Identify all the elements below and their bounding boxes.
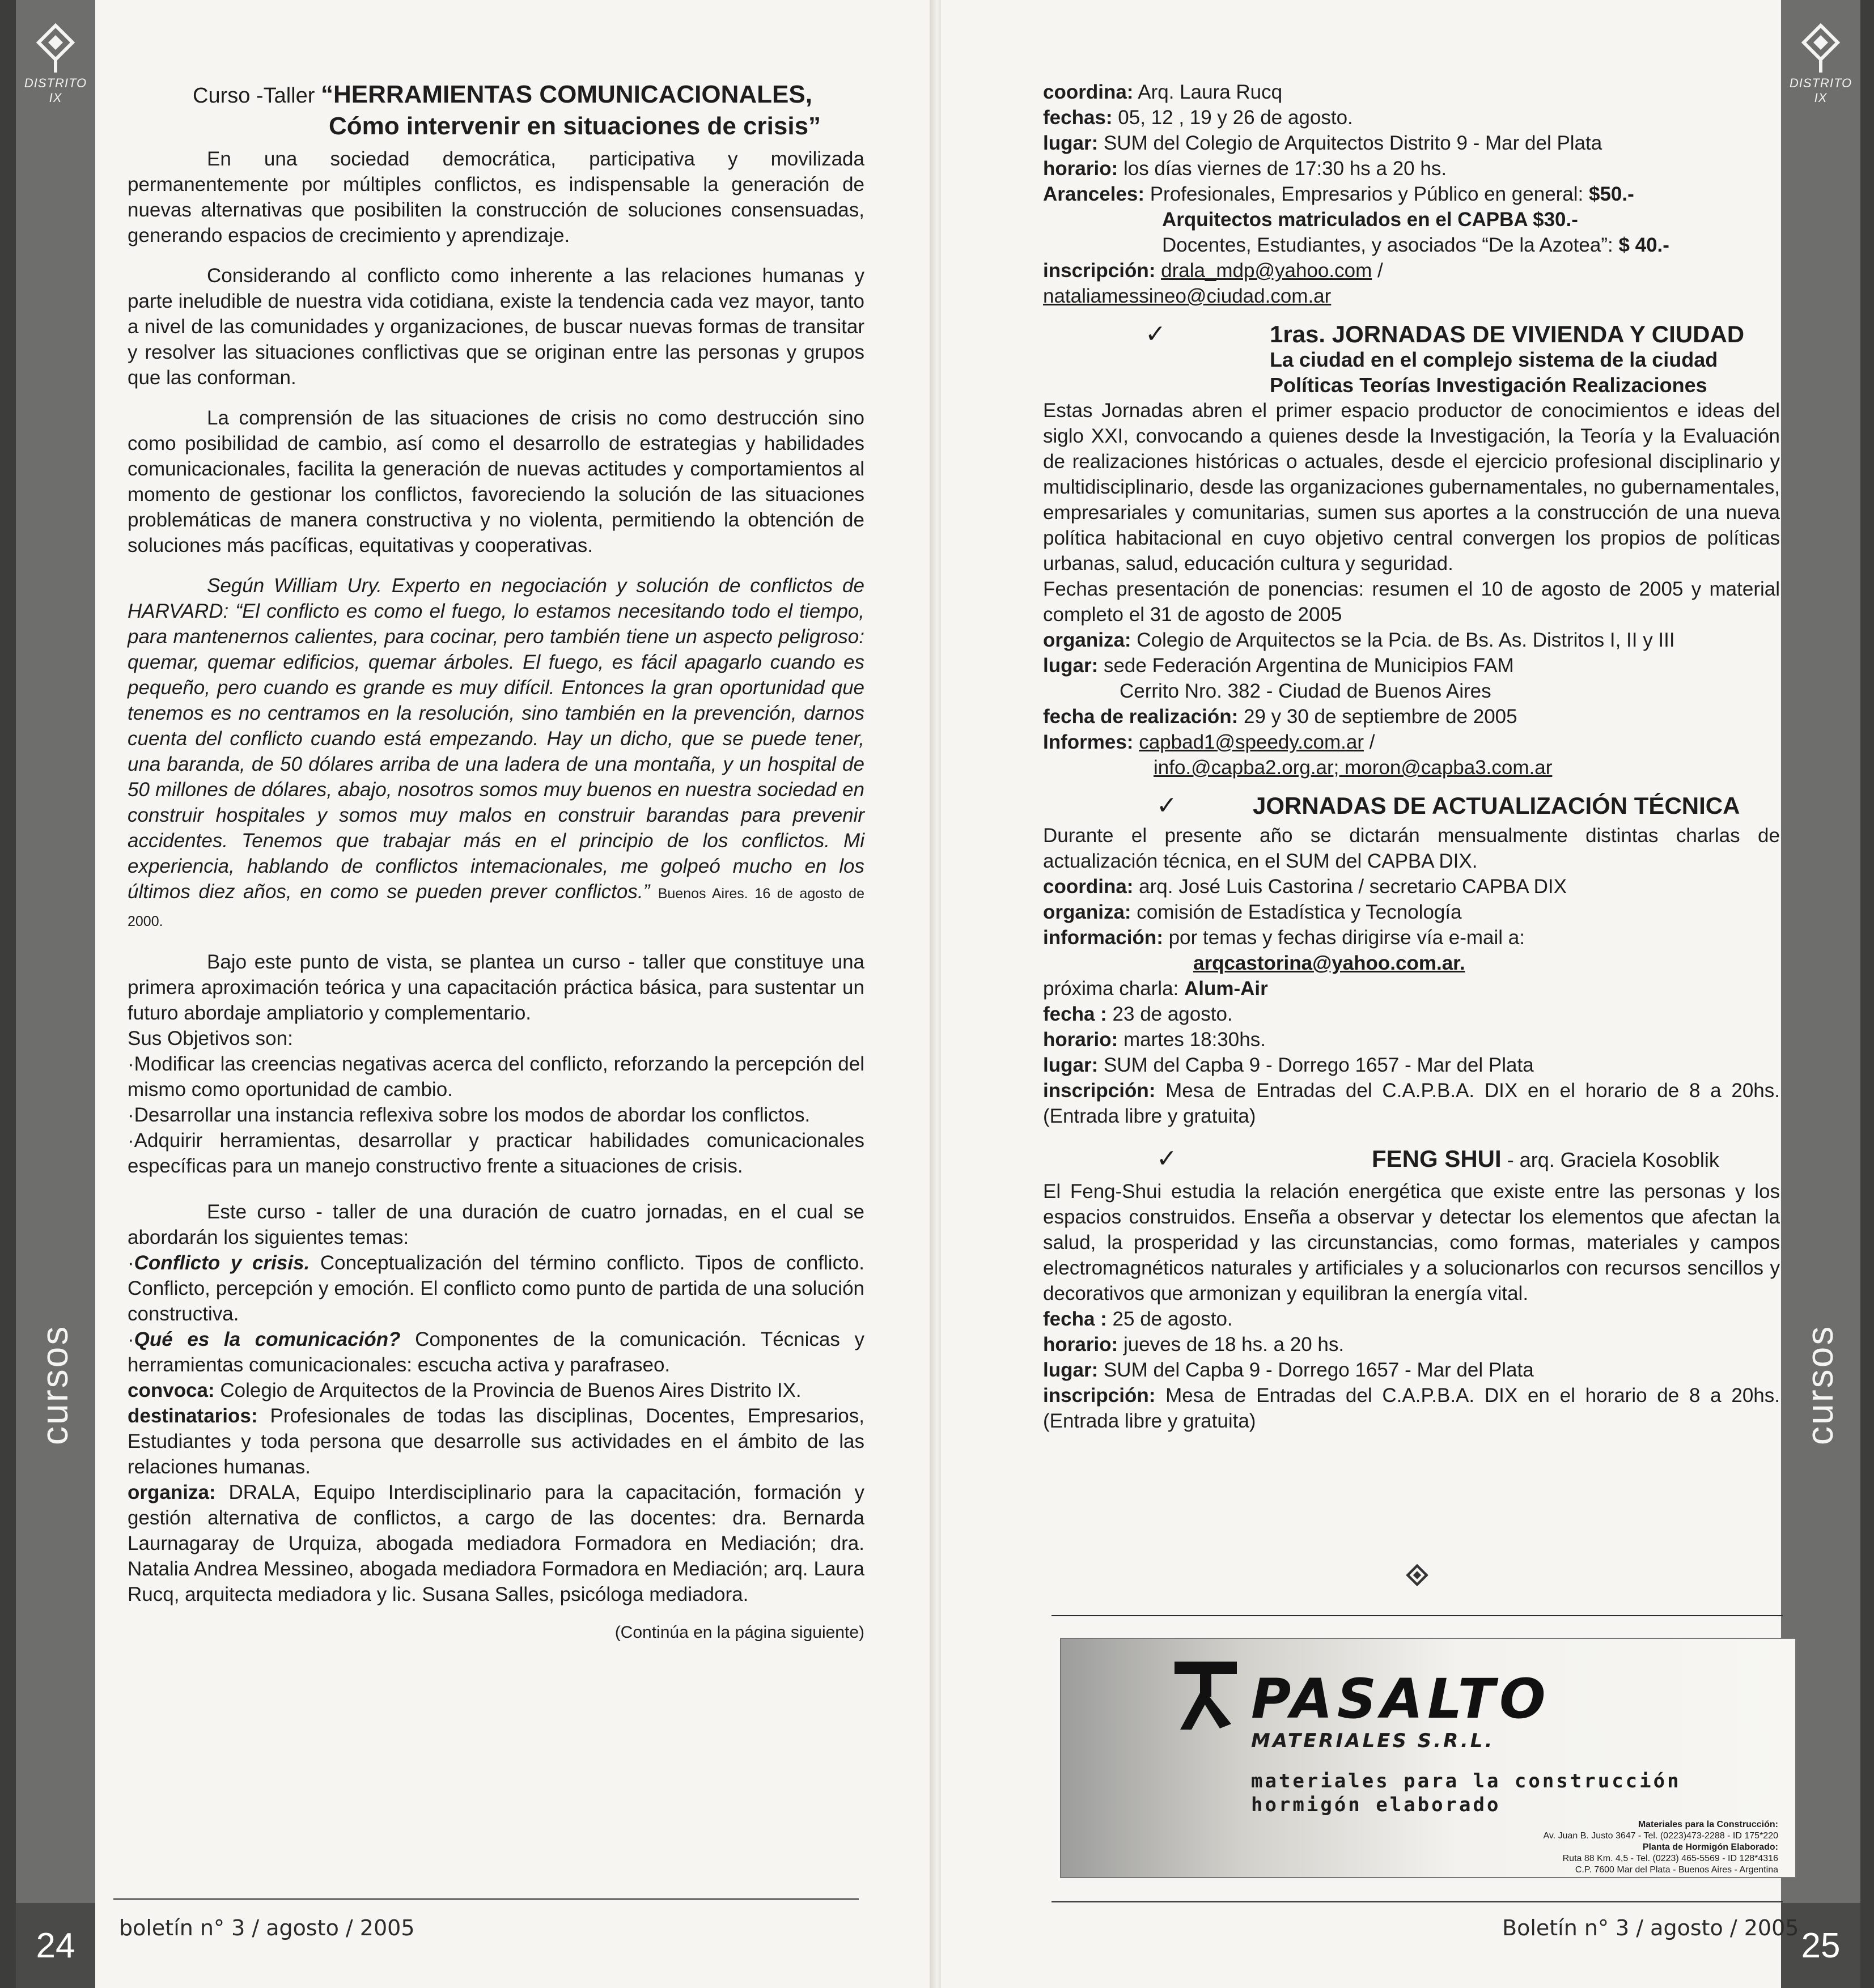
ad-subbrand: MATERIALES S.R.L.: [1251, 1730, 1495, 1752]
objective-item: ·Adquirir herramientas, desarrollar y practicar habilidades comunicacionales específicas para un manejo constructivo frente a situaciones de crisis.: [128, 1129, 864, 1177]
check-icon: ✓: [1156, 1145, 1177, 1173]
aranceles: Aranceles: Profesionales, Empresarios y Público en general: $50.-: [1043, 183, 1634, 205]
pasalto-logo-icon: [1175, 1662, 1237, 1730]
jornadas-title: ✓ 1ras. JORNADAS DE VIVIENDA Y CIUDAD: [1043, 321, 1780, 347]
jornadas-lugar: lugar: sede Federación Argentina de Municipios FAM: [1043, 655, 1514, 677]
quote-source: Buenos Aires. 16 de agosto de 2000.: [128, 886, 864, 929]
right-column: [1043, 79, 1780, 1434]
coordina: coordina: Arq. Laura Rucq: [1043, 81, 1283, 103]
email-link[interactable]: arqcastorina@yahoo.com.ar.: [1193, 952, 1465, 974]
left-column: [128, 79, 864, 1645]
ad-tagline: materiales para la construcción hormigón elaborado: [1251, 1770, 1681, 1816]
end-mark-icon: [1406, 1564, 1428, 1592]
actualizacion-coordina: coordina: arq. José Luis Castorina / secretario CAPBA DIX: [1043, 876, 1567, 898]
actualizacion-informacion: información: por temas y fechas dirigirse vía e-mail a:: [1043, 927, 1525, 949]
check-icon: ✓: [1156, 792, 1177, 819]
fengshui-title: ✓ FENG SHUI - arq. Graciela Kosoblik: [1043, 1146, 1780, 1173]
article-subtitle: Cómo intervenir en situaciones de crisis”: [329, 112, 821, 140]
ad-contact-info: Materiales para la Construcción: Av. Juan B. Justo 3647 - Tel. (0223)473-2288 - ID 175*220 Planta de Hormigón Elaborado: Ruta 88 Km. 4,5 - Tel. (0223) 465-5569 - ID 128*4316 C.P. 7600 Mar del Plata - Buenos Aires - Argentina: [1543, 1820, 1778, 1875]
fengshui-inscripcion: inscripción: Mesa de Entradas del C.A.P.B.A. DIX en el horario de 8 a 20hs. (Entrada libre y gratuita): [1043, 1384, 1780, 1432]
paragraph: Durante el presente año se dictarán mensualmente distintas charlas de actualización técnica, en el SUM del CAPBA DIX.: [1043, 825, 1780, 872]
paragraph: Estas Jornadas abren el primer espacio productor de conocimientos e ideas del siglo XXI, convocando a quienes desde la Investigación, la Teoría y la Evaluación de realizaciones históricas o actuales, desde el ejercicio profesional disciplinario y multidisciplinario, desde las organizaciones gubernamentales, no gubernamentales, empresariales y comunitarias, sumen sus aportes a la construcción de una nueva política habitacional en cuyo objetivo central convergen los propios de políticas urbanas, salud, educación cultura y seguridad.: [1043, 400, 1780, 575]
footer-rule: [1052, 1901, 1783, 1902]
left-page-edge: [0, 0, 16, 1988]
paragraph: Considerando al conflicto como inherente a las relaciones humanas y parte ineludible de nuestra vida cotidiana, existe la tendencia cada vez mayor, tanto a nivel de las comunidades y organizaciones, de buscar nuevas formas de transitar y resolver las situaciones conflictivas que se originan entre las personas y grupos que las conforman.: [128, 265, 864, 389]
topic-item: ·Conflicto y crisis. Conceptualización del término conflicto. Tipos de conflicto. Conflicto, percepción y emoción. El conflicto como punto de partida de una solución constructiva.: [128, 1252, 864, 1325]
inscripcion-email2: [1043, 283, 1780, 309]
district-logo-icon: [36, 23, 75, 74]
fengshui-lugar: lugar: SUM del Capba 9 - Dorrego 1657 - Mar del Plata: [1043, 1359, 1534, 1381]
inscripcion: inscripción: drala_mdp@yahoo.com /: [1043, 260, 1383, 282]
topic-item: ·Qué es la comunicación? Componentes de la comunicación. Técnicas y herramientas comunicacionales: escucha activa y parafraseo.: [128, 1328, 864, 1376]
horario: horario: los días viernes de 17:30 hs a 20 hs.: [1043, 158, 1447, 180]
jornadas-subtitle: Políticas Teorías Investigación Realizaciones: [1270, 373, 1707, 397]
actualizacion-lugar: lugar: SUM del Capba 9 - Dorrego 1657 - Mar del Plata: [1043, 1054, 1534, 1076]
convoca: convoca: Colegio de Arquitectos de la Provincia de Buenos Aires Distrito IX.: [128, 1379, 802, 1401]
right-page-edge: [1858, 0, 1874, 1988]
continua-note: (Continúa en la página siguiente): [614, 1623, 864, 1642]
left-page: [0, 0, 935, 1988]
footer: Boletín n° 3 / agosto / 2005: [1502, 1915, 1799, 1940]
paragraph: Fechas presentación de ponencias: resumen el 10 de agosto de 2005 y material completo el 31 de agosto de 2005: [1043, 578, 1780, 626]
aranceles-matriculados: Arquitectos matriculados en el CAPBA $30.-: [1162, 209, 1578, 231]
paragraph: El Feng-Shui estudia la relación energética que existe entre las personas y los espacios construidos. Enseña a observar y detectar los elementos que afectan la salud, la prosperidad y las circunstancias, como formas, materiales y campos electromagnéticos naturales y artificiales y a solucionarlos con recursos sencillos y decorativos que armonizan y equilibran la energía vital.: [1043, 1180, 1780, 1305]
left-logo: [16, 23, 95, 119]
footer-rule: [113, 1898, 859, 1900]
paragraph: Este curso - taller de una duración de cuatro jornadas, en el cual se abordarán los siguientes temas:: [128, 1201, 864, 1248]
organiza: organiza: DRALA, Equipo Interdisciplinario para la capacitación, formación y gestión alternativa de conflictos, a cargo de las docentes: dra. Bernarda Laurnagaray de Urquiza, abogada mediadora Formadora en Mediación; dra. Natalia Andrea Messineo, abogada mediadora Formadora en Mediación; arq. Laura Rucq, arquitecta mediadora y lic. Susana Salles, psicóloga mediadora.: [128, 1481, 864, 1605]
section-label: cursos: [33, 1324, 75, 1445]
jornadas-informes-line2: [1043, 755, 1780, 780]
actualizacion-horario: horario: martes 18:30hs.: [1043, 1029, 1266, 1051]
fengshui-fecha: fecha : 25 de agosto.: [1043, 1308, 1233, 1330]
fengshui-horario: horario: jueves de 18 hs. a 20 hs.: [1043, 1333, 1345, 1356]
aranceles-docentes: Docentes, Estudiantes, y asociados “De la Azotea”: $ 40.-: [1162, 234, 1669, 256]
check-icon: ✓: [1145, 320, 1166, 348]
fechas: fechas: 05, 12 , 19 y 26 de agosto.: [1043, 107, 1353, 129]
actualizacion-organiza: organiza: comisión de Estadística y Tecnología: [1043, 901, 1462, 923]
article-title: Curso -Taller “HERRAMIENTAS COMUNICACIONALES,: [193, 80, 812, 108]
actualizacion-email: [1043, 950, 1780, 976]
section-label: cursos: [1799, 1324, 1841, 1445]
objective-item: ·Desarrollar una instancia reflexiva sobre los modos de abordar los conflictos.: [128, 1104, 811, 1126]
destinatarios: destinatarios: Profesionales de todas las disciplinas, Docentes, Empresarios, Estudiantes y toda persona que desarrolle sus actividades en el ámbito de las relaciones humanas.: [128, 1405, 864, 1478]
page-number: 25: [1781, 1903, 1860, 1988]
actualizacion-inscripcion: inscripción: Mesa de Entradas del C.A.P.B.A. DIX en el horario de 8 a 20hs. (Entrada libre y gratuita): [1043, 1080, 1780, 1127]
objective-item: ·Modificar las creencias negativas acerca del conflicto, reforzando la percepción del mismo como oportunidad de cambio.: [128, 1053, 864, 1101]
paragraph: En una sociedad democrática, participativa y movilizada permanentemente por múltiples conflictos, es indispensable la generación de nuevas alternativas que posibiliten la construcción de soluciones consensuadas, generando espacios de crecimiento y aprendizaje.: [128, 148, 864, 247]
jornadas-organiza: organiza: Colegio de Arquitectos se la Pcia. de Bs. As. Distritos I, II y III: [1043, 629, 1675, 651]
jornadas-informes: Informes: capbad1@speedy.com.ar /: [1043, 731, 1375, 753]
proxima-charla: próxima charla: Alum-Air: [1043, 978, 1268, 1000]
pasalto-ad: [1060, 1638, 1796, 1878]
jornadas-subtitle: La ciudad en el complejo sistema de la ciudad: [1270, 348, 1718, 371]
paragraph: La comprensión de las situaciones de crisis no como destrucción sino como posibilidad de cambio, así como el desarrollo de estrategias y habilidades comunicacionales, facilita la generación de nuevas actitudes y comportamientos al momento de gestionar los conflictos, favoreciendo la solución de las situaciones problemáticas de manera constructiva y no violenta, permitiendo la obtención de soluciones más pacíficas, equitativas y cooperativas.: [128, 407, 864, 557]
ad-brand: PASALTO: [1251, 1667, 1550, 1731]
paragraph: Bajo este punto de vista, se plantea un curso - taller que constituye una primera aproximación teórica y una capacitación práctica básica, para sustentar un futuro abordaje ampliatorio y complementario.: [128, 951, 864, 1024]
right-logo: [1781, 23, 1860, 119]
email-link[interactable]: capbad1@speedy.com.ar: [1139, 731, 1364, 753]
district-logo-icon: [1801, 23, 1841, 74]
footer: boletín n° 3 / agosto / 2005: [119, 1915, 415, 1940]
left-sidebar: [16, 0, 95, 1988]
page-number: 24: [16, 1903, 95, 1988]
district-label: DISTRITO IX: [24, 76, 87, 105]
jornadas-lugar-line2: Cerrito Nro. 382 - Ciudad de Buenos Aires: [1120, 680, 1491, 702]
actualizacion-fecha: fecha : 23 de agosto.: [1043, 1003, 1233, 1025]
jornadas-fecha: fecha de realización: 29 y 30 de septiembre de 2005: [1043, 706, 1517, 728]
lugar: lugar: SUM del Colegio de Arquitectos Distrito 9 - Mar del Plata: [1043, 132, 1602, 154]
email-link[interactable]: info.@capba2.org.ar; moron@capba3.com.ar: [1154, 757, 1553, 779]
objectives-intro: Sus Objetivos son:: [128, 1027, 293, 1050]
ad-top-rule: [1052, 1615, 1783, 1616]
actualizacion-title: ✓ JORNADAS DE ACTUALIZACIÓN TÉCNICA: [1043, 793, 1780, 818]
email-link[interactable]: nataliamessineo@ciudad.com.ar: [1043, 285, 1332, 307]
district-label: DISTRITO IX: [1789, 76, 1852, 105]
email-link[interactable]: drala_mdp@yahoo.com: [1161, 260, 1372, 282]
quote: Según William Ury. Experto en negociación y solución de conflictos de HARVARD: “El conflicto es como el fuego, lo estamos necesitando todo el tiempo, para mantenernos calientes, para cocinar, pero también tiene un aspecto peligroso: quemar, quemar edificios, quemar árboles. El fuego, es fácil apagarlo cuando es pequeño, pero cuando es grande es muy difícil. Entonces la gran oportunidad que tenemos es no centramos en la resolución, sino también en la prevención, darnos cuenta del conflicto cuando está empezando. Hay un dicho, que se puede tener, una baranda, de 50 dólares arriba de una ladera de una montaña, y un hospital de 50 millones de dólares, abajo, nosotros somos muy buenos en nuestra sociedad en construir hospitales y somos muy malos en construir barandas para prevenir accidentes. Tenemos que trabajar más en el principio de los conflictos. Mi experiencia, hablando de conflictos intemacionales, me golpeó mucho en los últimos diez años, en como se pueden prever conflictos.” Buenos Aires. 16 de agosto de 2000.: [128, 575, 864, 929]
